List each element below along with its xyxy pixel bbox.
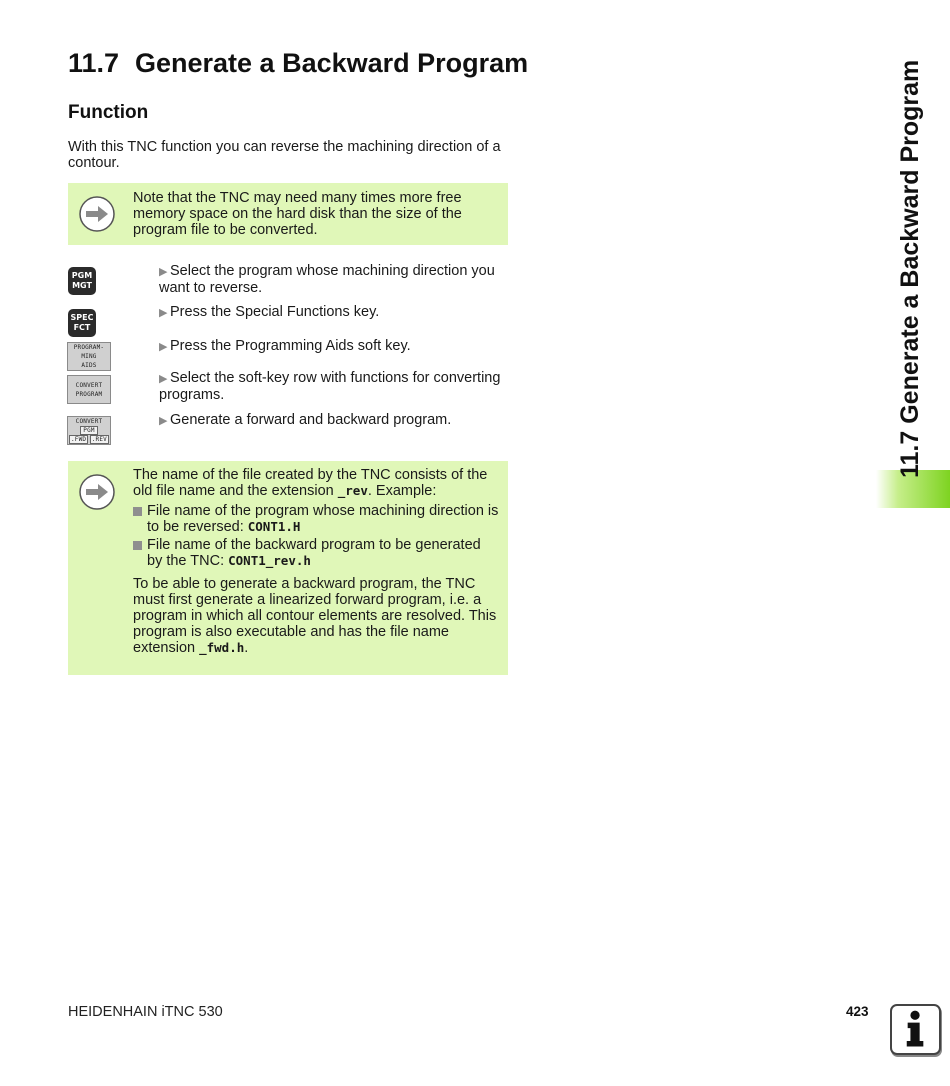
step-text: ▶ Generate a forward and backward program. [159, 412, 452, 428]
step-text: ▶ Select the program whose machining direction you want to reverse. [159, 263, 495, 296]
note-box-memory [68, 183, 508, 245]
step-programming-aids [0, 338, 520, 374]
programming-aids-softkey-icon[interactable]: PROGRAM- MING AIDS [67, 342, 111, 371]
side-tab-title: 11.7 Generate a Backward Program [896, 59, 924, 478]
page-number: 423 [846, 1004, 869, 1019]
list-item: File name of the backward program to be generated by the TNC: CONT1_rev.h [133, 537, 499, 569]
subsection-heading: Function [68, 102, 149, 123]
note-text: Note that the TNC may need many times more free memory space on the hard disk than the size of the program file to be converted. [133, 190, 462, 238]
triangle-bullet-icon: ▶ [159, 373, 168, 385]
step-text: ▶ Press the Programming Aids soft key. [159, 338, 411, 354]
arrow-right-circle-icon [79, 196, 115, 232]
page-title [68, 48, 528, 79]
square-bullet-icon [133, 541, 142, 550]
triangle-bullet-icon: ▶ [159, 341, 168, 353]
section-number: 11.7 [68, 48, 120, 78]
footer-manual-name: HEIDENHAIN iTNC 530 [68, 1004, 223, 1020]
triangle-bullet-icon: ▶ [159, 266, 168, 278]
convert-program-softkey-icon[interactable]: CONVERT PROGRAM [67, 375, 111, 404]
note-paragraph: The name of the file created by the TNC consists of the old file name and the extension _rev. Example: [133, 467, 488, 499]
triangle-bullet-icon: ▶ [159, 307, 168, 319]
step-text: ▶ Select the soft-key row with functions for converting programs. [159, 370, 501, 403]
step-spec-fct [0, 304, 520, 340]
step-convert-fwd-rev [0, 412, 520, 448]
note-box-file-names [68, 461, 508, 675]
step-pgm-mgt [0, 263, 520, 299]
square-bullet-icon [133, 507, 142, 516]
info-icon[interactable] [890, 1004, 941, 1055]
spec-fct-key-icon[interactable]: SPEC FCT [68, 309, 96, 337]
pgm-mgt-key-icon[interactable]: PGM MGT [68, 267, 96, 295]
info-glyph [892, 1006, 939, 1053]
list-item: File name of the program whose machining direction is to be reversed: CONT1.H [133, 503, 499, 535]
triangle-bullet-icon: ▶ [159, 415, 168, 427]
convert-pgm-fwd-rev-softkey-icon[interactable]: CONVERT PGM .FWD .REV [67, 416, 111, 445]
intro-paragraph: With this TNC function you can reverse the machining direction of a contour. [68, 139, 501, 171]
step-text: ▶ Press the Special Functions key. [159, 304, 380, 320]
note-paragraph: To be able to generate a backward program, the TNC must first generate a linearized forward program, i.e. a program in which all contour elements are resolved. This program is also executable and has the file name extension _fwd.h. [133, 576, 497, 656]
note-content [133, 467, 499, 656]
section-title: Generate a Backward Program [135, 48, 529, 78]
arrow-right-circle-icon [79, 474, 115, 510]
step-convert-program [0, 370, 520, 406]
